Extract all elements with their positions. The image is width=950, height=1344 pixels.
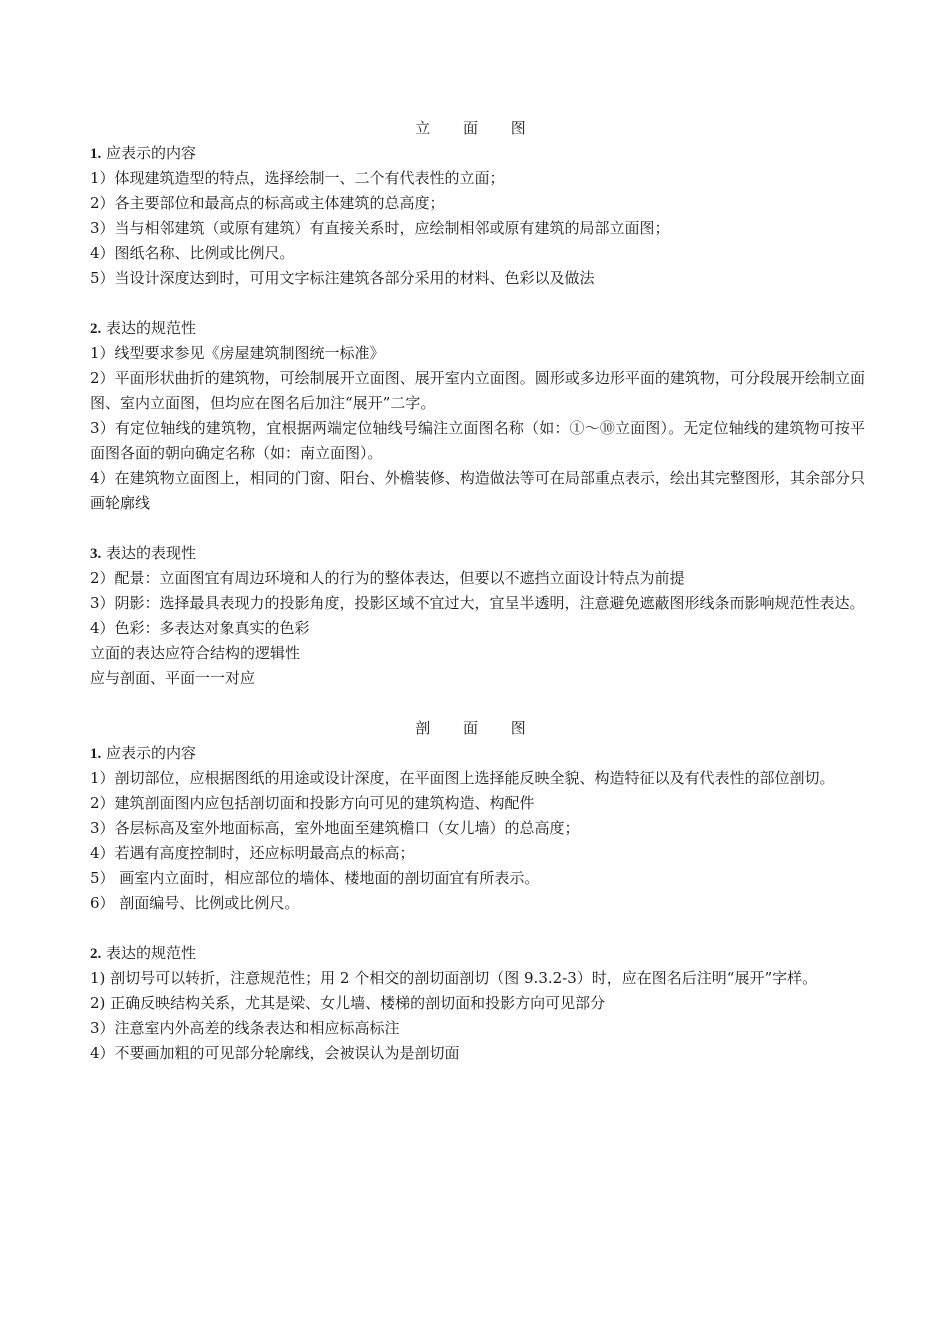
heading-label: 表达的表现性	[106, 544, 197, 562]
list-item: 2）平面形状曲折的建筑物，可绘制展开立面图、展开室内立面图。圆形或多边形平面的建筑物，可分段展开绘制立面图、室内立面图，但均应在图名后加注“展开”二字。	[90, 369, 865, 412]
list-item: 1) 剖切号可以转折，注意规范性；用 2 个相交的剖切面剖切（图 9.3.2-3）时，应在图名后注明“展开”字样。	[90, 969, 818, 987]
list-item: 1）体现建筑造型的特点，选择绘制一、二个有代表性的立面；	[90, 169, 505, 187]
list-item: 3）阴影：选择最具表现力的投影角度，投影区域不宜过大，宜呈半透明，注意避免遮蔽图形线条而影响规范性表达。	[90, 594, 865, 612]
elevation-title: 立 面 图	[415, 119, 540, 137]
list-item: 3）当与相邻建筑（或原有建筑）有直接关系时，应绘制相邻或原有建筑的局部立面图；	[90, 219, 670, 237]
section-spacer	[90, 291, 865, 316]
elevation-sec3-heading	[90, 541, 865, 566]
list-item: 5）当设计深度达到时，可用文字标注建筑各部分采用的材料、色彩以及做法	[90, 269, 595, 287]
list-item: 3）有定位轴线的建筑物，宜根据两端定位轴线号编注立面图名称（如：①～⑩立面图）。无定位轴线的建筑物可按平面图各面的朝向确定名称（如：南立面图）。	[90, 419, 865, 462]
section-spacer	[90, 691, 865, 716]
list-item: 1）线型要求参见《房屋建筑制图统一标准》	[90, 344, 385, 362]
list-item: 6） 剖面编号、比例或比例尺。	[90, 894, 300, 912]
heading-label: 应表示的内容	[106, 744, 197, 762]
section-spacer	[90, 916, 865, 941]
heading-label: 表达的规范性	[106, 944, 197, 962]
heading-number: 2.	[90, 946, 102, 962]
section-spacer	[90, 516, 865, 541]
heading-number: 1.	[90, 146, 102, 162]
heading-number: 2.	[90, 321, 102, 337]
list-item: 2）配景：立面图宜有周边环境和人的行为的整体表达，但要以不遮挡立面设计特点为前提	[90, 569, 685, 587]
list-item: 4）不要画加粗的可见部分轮廓线，会被误认为是剖切面	[90, 1044, 460, 1062]
section-sec1-heading	[90, 741, 865, 766]
list-item: 立面的表达应符合结构的逻辑性	[90, 644, 301, 662]
elevation-sec1-heading	[90, 141, 865, 166]
heading-number: 1.	[90, 746, 102, 762]
heading-label: 应表示的内容	[106, 144, 197, 162]
list-item: 4）在建筑物立面图上，相同的门窗、阳台、外檐装修、构造做法等可在局部重点表示，绘出其完整图形，其余部分只画轮廓线	[90, 469, 865, 512]
list-item: 4）若遇有高度控制时，还应标明最高点的标高；	[90, 844, 415, 862]
list-item: 2）建筑剖面图内应包括剖切面和投影方向可见的建筑构造、构配件	[90, 794, 535, 812]
section-sec2-heading	[90, 941, 865, 966]
document-page	[90, 116, 865, 1066]
list-item: 应与剖面、平面一一对应	[90, 669, 256, 687]
heading-label: 表达的规范性	[106, 319, 197, 337]
list-item: 2）各主要部位和最高点的标高或主体建筑的总高度；	[90, 194, 445, 212]
list-item: 4）图纸名称、比例或比例尺。	[90, 244, 295, 262]
list-item: 3）注意室内外高差的线条表达和相应标高标注	[90, 1019, 400, 1037]
heading-number: 3.	[90, 546, 102, 562]
list-item: 2) 正确反映结构关系，尤其是梁、女儿墙、楼梯的剖切面和投影方向可见部分	[90, 994, 606, 1012]
list-item: 4）色彩：多表达对象真实的色彩	[90, 619, 310, 637]
list-item: 5） 画室内立面时，相应部位的墙体、楼地面的剖切面宜有所表示。	[90, 869, 540, 887]
section-title: 剖 面 图	[415, 719, 540, 737]
list-item: 3）各层标高及室外地面标高，室外地面至建筑檐口（女儿墙）的总高度；	[90, 819, 580, 837]
elevation-sec2-heading	[90, 316, 865, 341]
list-item: 1）剖切部位，应根据图纸的用途或设计深度，在平面图上选择能反映全貌、构造特征以及有代表性的部位剖切。	[90, 769, 835, 787]
